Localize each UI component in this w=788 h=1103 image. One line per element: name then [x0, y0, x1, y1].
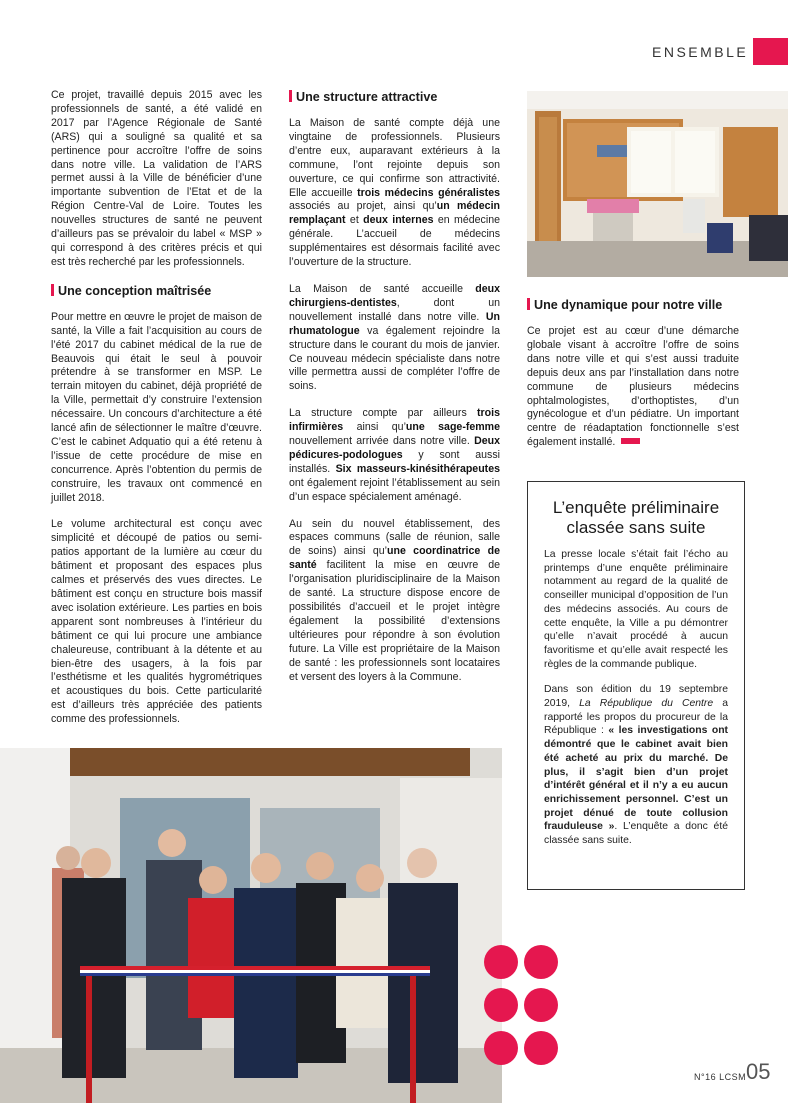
section-heading: Une structure attractive — [289, 89, 500, 105]
paragraph: Pour mettre en œuvre le projet de maison de santé, la Ville a fait l’acquisition au cours de l’été 2017 du cabinet médical de la rue de Beauvois qui était le seul à pouvoir prétendre à se transformer en MSP. Le terrain mitoyen du cabinet, déjà propriété de la Ville, permettait d’y construire l’extension nécessaire. Un concours d’architecture a été lancé afin de sélectionner le maître d’œuvre. C’est le cabinet Adquatio qui a été retenu à l’issue de cette procédure de mise en concurrence. Après l’obtention du permis de construire, les travaux ont commencé en juillet 2018. — [51, 310, 262, 504]
column-1 — [51, 89, 262, 740]
heading-bar-icon — [527, 298, 530, 310]
clinic-room-photo — [527, 91, 788, 277]
paragraph: La Maison de santé accueille deux chirurgiens-dentistes, dont un nouvellement installé dans notre ville. Un rhumatologue va également rejoindre la structure dans le courant du mois de janvier. Ce nouveau médecin spécialiste dans notre ville permettra aussi de compléter l’offre de soins. — [289, 282, 500, 393]
paragraph: Le volume architectural est conçu avec simplicité et découpé de patios ou semi-patios apportant de la lumière au cœur du bâtiment et proposant des espaces plus calmes et préservés des vues directes. Le bâtiment est conçu en structure bois massif avec isolation extérieure. Les parties en bois apparent sont nombreuses à l’intérieur du bâtiment ce qui lui procure une ambiance chaleureuse, contribuant à la détente et au bien-être des usagers, à la fois par l’esthétisme et les qualités hygrométriques et acoustiques du bois. Cette particularité est d’ailleurs très appréciée des patients comme des professionnels. — [51, 518, 262, 726]
section-color-tab — [753, 38, 788, 65]
section-heading: Une dynamique pour notre ville — [527, 297, 739, 313]
dot-icon — [524, 945, 558, 979]
heading-bar-icon — [51, 284, 54, 296]
section-heading: Une conception maîtrisée — [51, 283, 262, 299]
paragraph: Ce projet est au cœur d’une démarche globale visant à accroître l’offre de soins dans notre ville et qui s’est aussi traduite depuis deux ans par l’installation dans notre commune de plusieurs médecins ophtalmologistes, d’orthoptistes, d’un gynécologue et d’un pédiatre. Un important centre de réadaptation fonctionnelle s’est également installé. — [527, 325, 739, 449]
page-number: 05 — [746, 1059, 771, 1084]
decorative-dots — [484, 945, 564, 1067]
paragraph: Au sein du nouvel établissement, des espaces communs (salle de réunion, salle de soins) ainsi qu’une coordinatrice de santé facilitent la mise en œuvre de l’organisation pluridisciplinaire de la Maison de santé. La structure dispose encore de possibilités d’accueil et le projet intègre également la possibilité d’extensions ultérieures pour répondre à son évolution future. La Ville est propriétaire de la Maison de santé : les professionnels sont locataires et versent des loyers à la Commune. — [289, 517, 500, 683]
dot-icon — [484, 945, 518, 979]
sidebar-box — [527, 481, 745, 890]
ribbon-cutting-photo — [0, 748, 502, 1103]
box-title: L’enquête préliminaire classée sans suite — [552, 498, 720, 537]
section-label: ENSEMBLE — [652, 44, 749, 60]
paragraph: La Maison de santé compte déjà une vingtaine de professionnels. Plusieurs d’entre eux, auparavant extérieurs à la commune, l’ont rejointe depuis son ouverture, ce qui confirme son attractivité. Elle accueille trois médecins généralistes associés au projet, ainsi qu’un médecin remplaçant et deux internes en médecine générale. L’accueil de médecins supplémentaires est désormais facilité avec l’ouverture de la structure. — [289, 117, 500, 269]
paragraph: Dans son édition du 19 septembre 2019, La République du Centre a rapporté les propos du procureur de la République : « les investigations ont démontré que le cabinet avait bien été acheté au prix du marché. De plus, il s’agit bien d’un projet d’intérêt général et il n’y a eu aucun enrichissement personnel. C’est un projet dénué de toute collusion frauduleuse ». L’enquête a donc été classée sans suite. — [544, 684, 729, 847]
paragraph: La presse locale s’était fait l’écho au printemps d’une enquête préliminaire notamment au regard de la qualité de conseiller municipal d’opposition de l’un des médecins associés. Au cours de cette enquête, la Ville a pu démontrer qu’elle n’avait procédé à aucun favoritisme et qu’elle avait respecté les règles de la commande publique. — [544, 549, 728, 670]
folio: N°16 LCSM — [694, 1072, 747, 1082]
paragraph: Ce projet, travaillé depuis 2015 avec les professionnels de santé, a été validé en 2017 par l’Agence Régionale de Santé (ARS) qui a souligné sa qualité et sa pertinence pour accroître l’offre de soins dans notre ville. La validation de l’ARS permet aussi à la Ville de bénéficier d’une importante subvention de l’Etat et de la Région Centre-Val de Loire. Toutes les nouvelles structures de santé ne peuvent d’ailleurs pas se prévaloir du label « MSP » qui correspond à des critères précis et qui est très recherché par les professionnels. — [51, 89, 262, 268]
column-3 — [527, 297, 739, 463]
end-mark-icon — [621, 438, 640, 444]
dot-icon — [484, 988, 518, 1022]
dot-icon — [524, 1031, 558, 1065]
paragraph: La structure compte par ailleurs trois infirmières ainsi qu’une sage-femme nouvellement arrivée dans notre ville. Deux pédicures-podologues y sont aussi installés. Six masseurs-kinésithérapeutes ont également rejoint l’établissement au sein d’un espace spécialement aménagé. — [289, 407, 500, 503]
column-2 — [289, 89, 500, 697]
dot-icon — [484, 1031, 518, 1065]
heading-bar-icon — [289, 90, 292, 102]
dot-icon — [524, 988, 558, 1022]
